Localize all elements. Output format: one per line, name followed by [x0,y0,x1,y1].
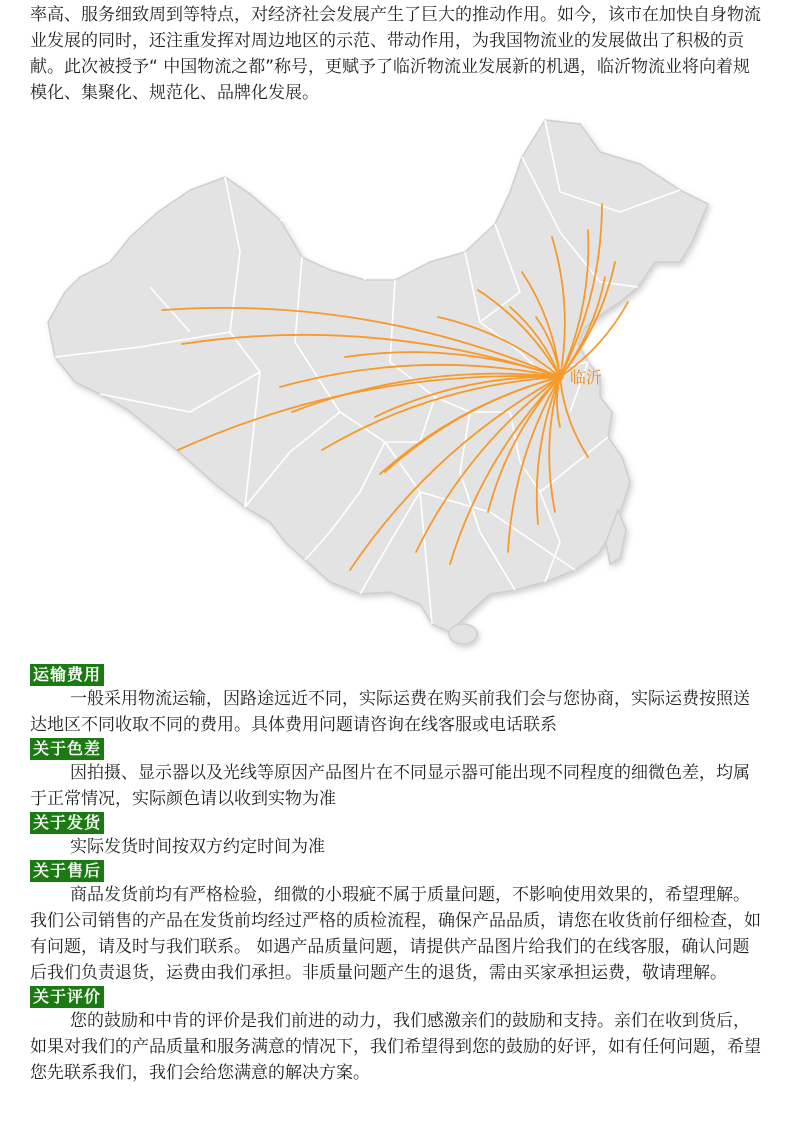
china-logistics-map [40,112,760,652]
hub-marker [557,374,564,381]
map-svg [40,112,760,652]
section-title: 关于色差 [30,738,104,760]
hainan-island [449,624,477,644]
section-shipping-fee [30,664,765,738]
section-title: 关于评价 [30,986,104,1008]
section-body: 您的鼓励和中肯的评价是我们前进的动力，我们感激亲们的鼓励和支持。亲们在收到货后，如果对我们的产品质量和服务满意的情况下，我们希望得到您的鼓励的好评，如有任何问题，希望您先联系我们，我们会给您满意的解决方案。 [30,1011,761,1083]
section-title: 关于售后 [30,860,104,882]
hub-label: 临沂 [570,368,603,387]
section-title: 运输费用 [30,664,104,686]
china-landmass [48,120,708,644]
section-title: 关于发货 [30,812,104,834]
section-body: 实际发货时间按双方约定时间为准 [70,837,325,857]
section-delivery [30,812,765,860]
section-body: 一般采用物流运输，因路途远近不同，实际运费在购买前我们会与您协商，实际运费按照送达地区不同收取不同的费用。具体费用问题请咨询在线客服或电话联系 [30,689,750,735]
section-body: 商品发货前均有严格检验，细微的小瑕疵不属于质量问题，不影响使用效果的，希望理解。我们公司销售的产品在发货前均经过严格的质检流程，确保产品品质，请您在收货前仔细检查，如有问题，请及时与我们联系。 如遇产品质量问题，请提供产品图片给我们的在线客服，确认问题后我们负责退货，运费由我们承担。非质量问题产生的退货，需由买家承担运费，敬请理解。 [30,885,761,983]
intro-paragraph: 率高、服务细致周到等特点，对经济社会发展产生了巨大的推动作用。如今，该市在加快自身物流业发展的同时，还注重发挥对周边地区的示范、带动作用，为我国物流业的发展做出了积极的贡献。此次被授予“ 中国物流之都”称号，更赋予了临沂物流业发展新的机遇，临沂物流业将向着规模化、集聚化、规范化、品牌化发展。 [30,5,761,103]
section-after-sales [30,860,765,986]
policy-sections [30,664,765,1086]
section-body: 因拍摄、显示器以及光线等原因产品图片在不同显示器可能出现不同程度的细微色差，均属于正常情况，实际颜色请以收到实物为准 [30,763,750,809]
section-color-difference [30,738,765,812]
section-reviews [30,986,765,1086]
